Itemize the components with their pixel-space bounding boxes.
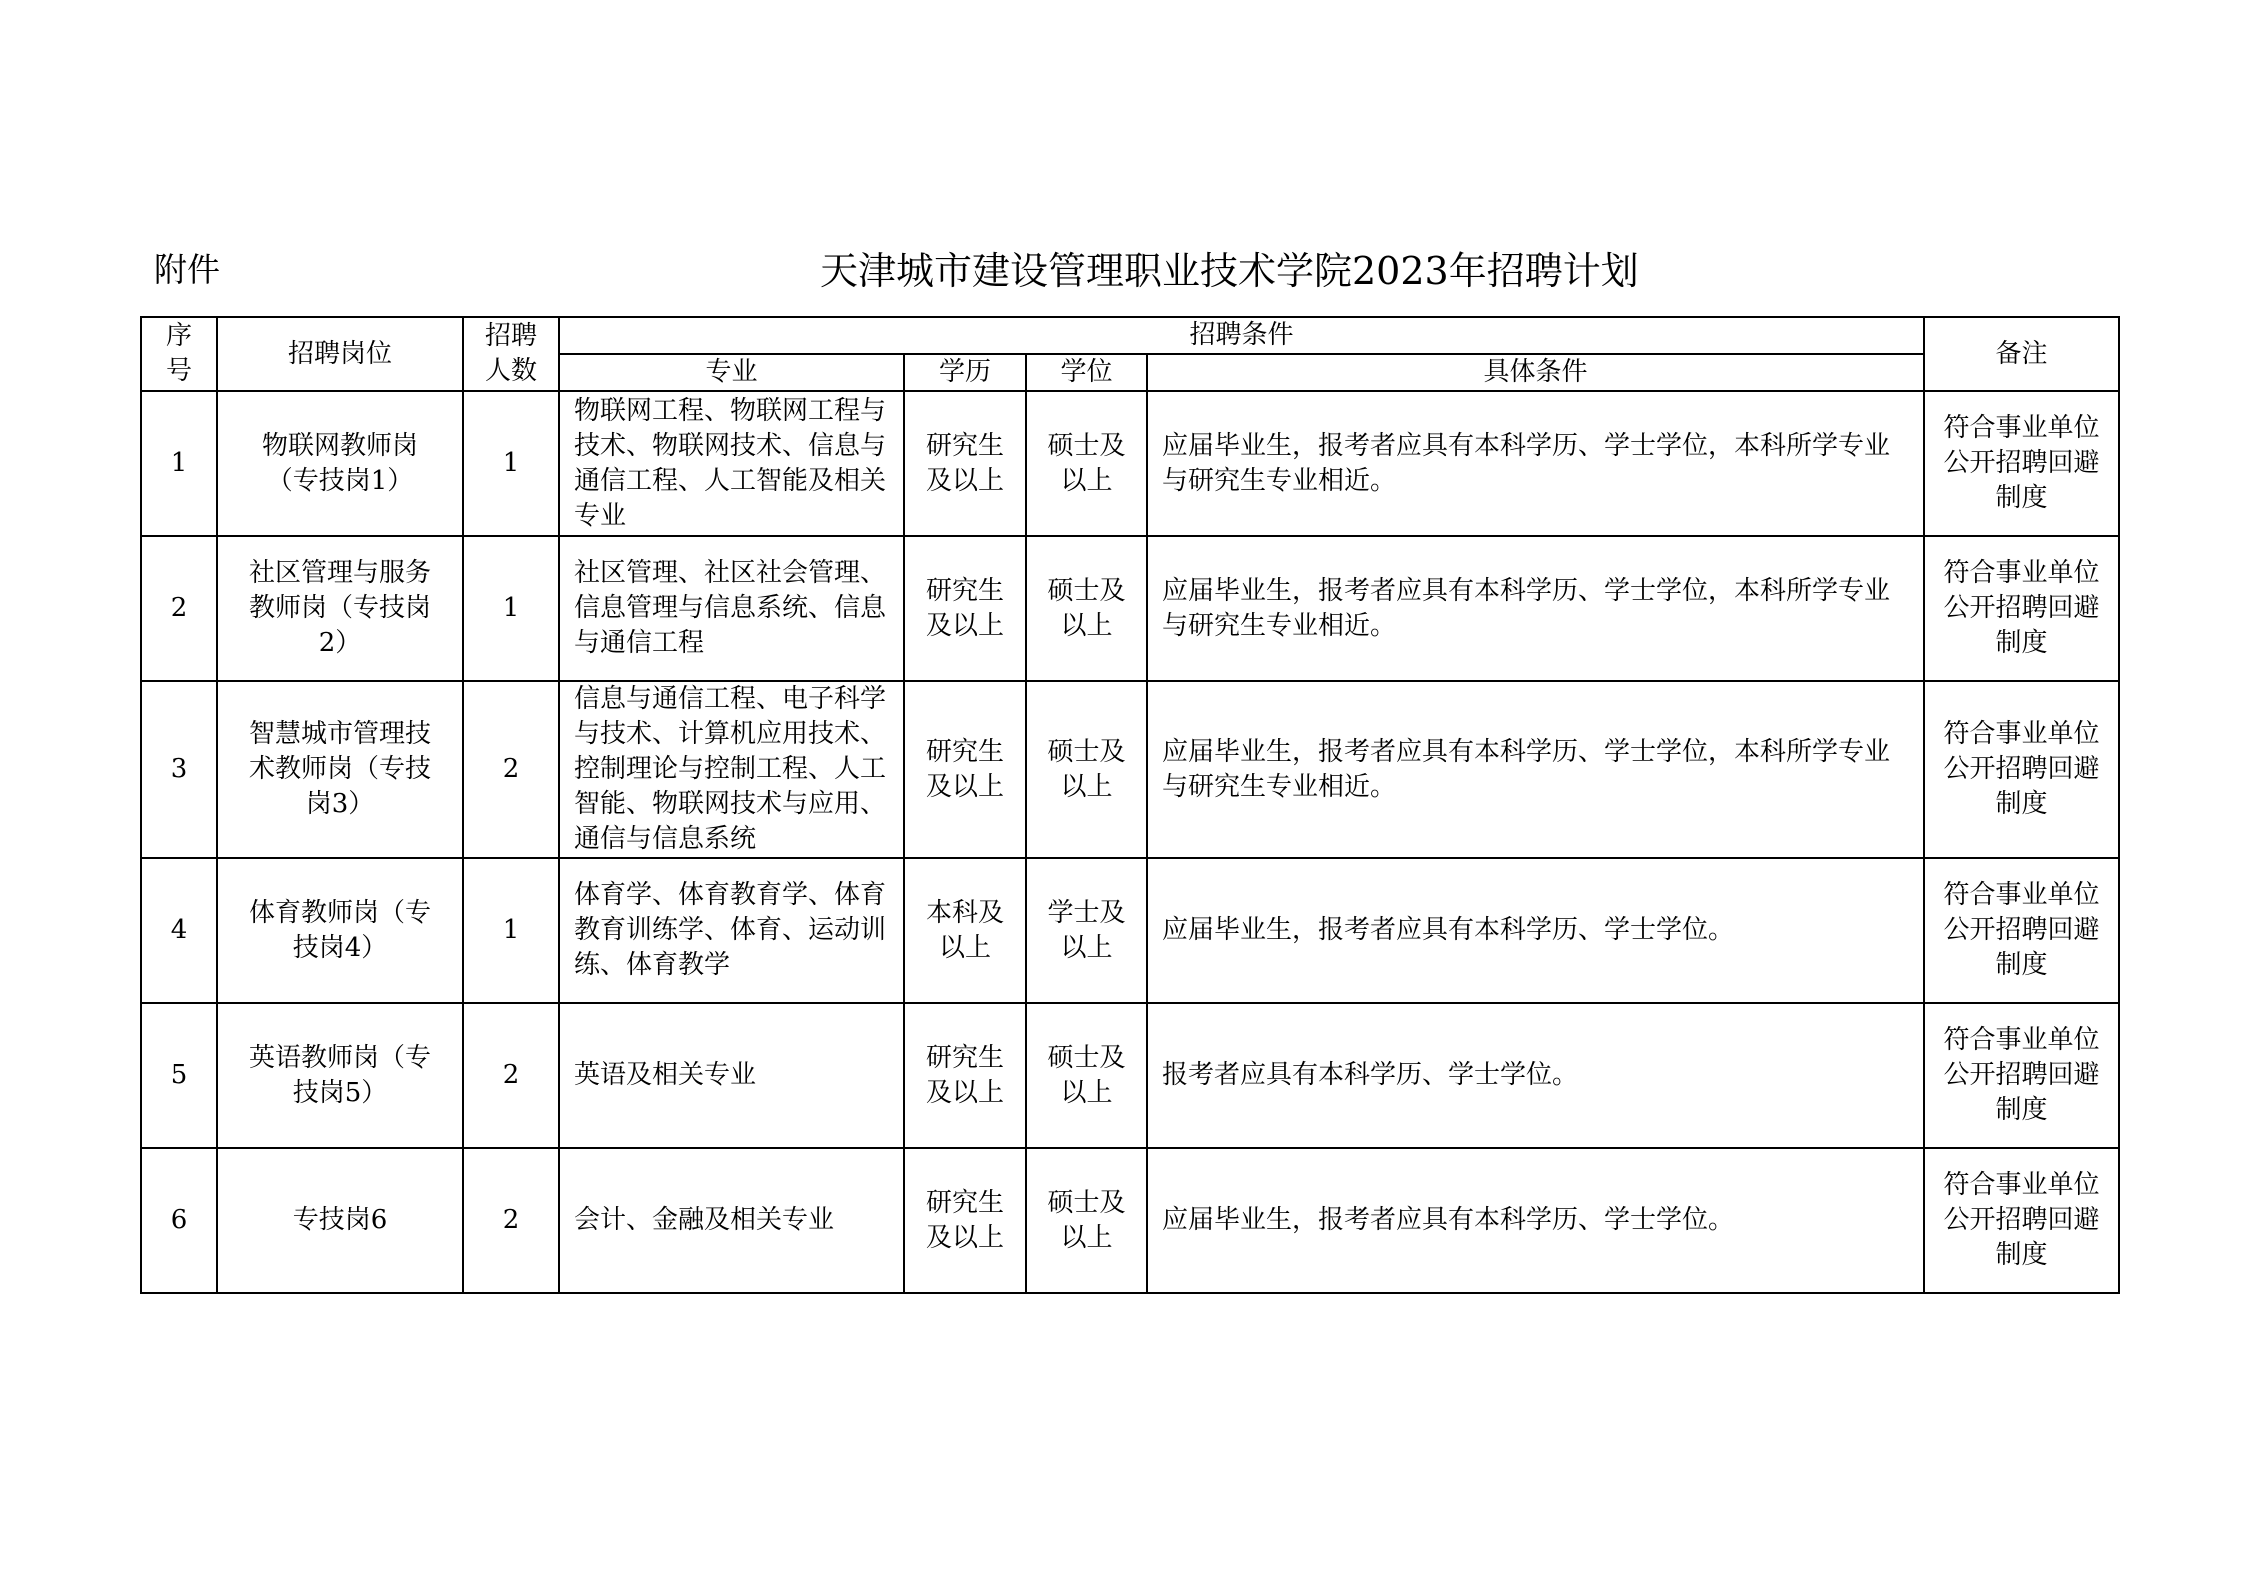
table-body	[141, 391, 2119, 1293]
cell-post: 物联网教师岗（专技岗1）	[217, 391, 463, 536]
cell-major: 英语及相关专业	[559, 1003, 904, 1148]
table-row	[141, 681, 2119, 858]
cell-major: 体育学、体育教育学、体育教育训练学、体育、运动训练、体育教学	[559, 858, 904, 1003]
cell-count: 2	[463, 681, 559, 858]
cell-post: 专技岗6	[217, 1148, 463, 1293]
header-education: 学历	[904, 354, 1026, 391]
cell-education: 研究生及以上	[904, 681, 1026, 858]
attachment-label: 附件	[154, 250, 220, 289]
cell-specific: 应届毕业生，报考者应具有本科学历、学士学位，本科所学专业与研究生专业相近。	[1147, 391, 1924, 536]
cell-education: 研究生及以上	[904, 536, 1026, 681]
table-row	[141, 536, 2119, 681]
cell-specific: 应届毕业生，报考者应具有本科学历、学士学位。	[1147, 858, 1924, 1003]
header-degree: 学位	[1026, 354, 1147, 391]
cell-count: 1	[463, 858, 559, 1003]
recruitment-plan-table	[140, 316, 2120, 1294]
cell-degree: 硕士及以上	[1026, 1148, 1147, 1293]
cell-post: 社区管理与服务教师岗（专技岗2）	[217, 536, 463, 681]
cell-count: 1	[463, 536, 559, 681]
header-specific: 具体条件	[1147, 354, 1924, 391]
cell-specific: 报考者应具有本科学历、学士学位。	[1147, 1003, 1924, 1148]
cell-remark: 符合事业单位公开招聘回避制度	[1924, 391, 2119, 536]
cell-no: 5	[141, 1003, 217, 1148]
cell-post: 英语教师岗（专技岗5）	[217, 1003, 463, 1148]
cell-remark: 符合事业单位公开招聘回避制度	[1924, 681, 2119, 858]
cell-major: 物联网工程、物联网工程与技术、物联网技术、信息与通信工程、人工智能及相关专业	[559, 391, 904, 536]
header-conditions-group: 招聘条件	[559, 317, 1924, 354]
table-row	[141, 1148, 2119, 1293]
cell-degree: 硕士及以上	[1026, 536, 1147, 681]
cell-education: 研究生及以上	[904, 1148, 1026, 1293]
cell-remark: 符合事业单位公开招聘回避制度	[1924, 1003, 2119, 1148]
cell-post: 体育教师岗（专技岗4）	[217, 858, 463, 1003]
table-row	[141, 391, 2119, 536]
cell-no: 6	[141, 1148, 217, 1293]
cell-no: 4	[141, 858, 217, 1003]
header-major: 专业	[559, 354, 904, 391]
cell-major: 信息与通信工程、电子科学与技术、计算机应用技术、控制理论与控制工程、人工智能、物联网技术与应用、通信与信息系统	[559, 681, 904, 858]
cell-degree: 硕士及以上	[1026, 1003, 1147, 1148]
cell-post: 智慧城市管理技术教师岗（专技岗3）	[217, 681, 463, 858]
cell-degree: 硕士及以上	[1026, 681, 1147, 858]
cell-count: 1	[463, 391, 559, 536]
header-no: 序号	[141, 317, 217, 391]
cell-specific: 应届毕业生，报考者应具有本科学历、学士学位，本科所学专业与研究生专业相近。	[1147, 536, 1924, 681]
cell-no: 1	[141, 391, 217, 536]
header-post: 招聘岗位	[217, 317, 463, 391]
cell-specific: 应届毕业生，报考者应具有本科学历、学士学位。	[1147, 1148, 1924, 1293]
table-row	[141, 1003, 2119, 1148]
cell-remark: 符合事业单位公开招聘回避制度	[1924, 858, 2119, 1003]
header-count: 招聘人数	[463, 317, 559, 391]
cell-degree: 学士及以上	[1026, 858, 1147, 1003]
cell-education: 本科及以上	[904, 858, 1026, 1003]
cell-degree: 硕士及以上	[1026, 391, 1147, 536]
table-row	[141, 858, 2119, 1003]
cell-count: 2	[463, 1003, 559, 1148]
header-remark: 备注	[1924, 317, 2119, 391]
cell-major: 社区管理、社区社会管理、信息管理与信息系统、信息与通信工程	[559, 536, 904, 681]
cell-major: 会计、金融及相关专业	[559, 1148, 904, 1293]
page-title: 天津城市建设管理职业技术学院2023年招聘计划	[820, 249, 1639, 293]
cell-remark: 符合事业单位公开招聘回避制度	[1924, 536, 2119, 681]
cell-no: 2	[141, 536, 217, 681]
cell-education: 研究生及以上	[904, 1003, 1026, 1148]
cell-no: 3	[141, 681, 217, 858]
table-header	[141, 317, 2119, 391]
cell-specific: 应届毕业生，报考者应具有本科学历、学士学位，本科所学专业与研究生专业相近。	[1147, 681, 1924, 858]
cell-remark: 符合事业单位公开招聘回避制度	[1924, 1148, 2119, 1293]
cell-count: 2	[463, 1148, 559, 1293]
cell-education: 研究生及以上	[904, 391, 1026, 536]
